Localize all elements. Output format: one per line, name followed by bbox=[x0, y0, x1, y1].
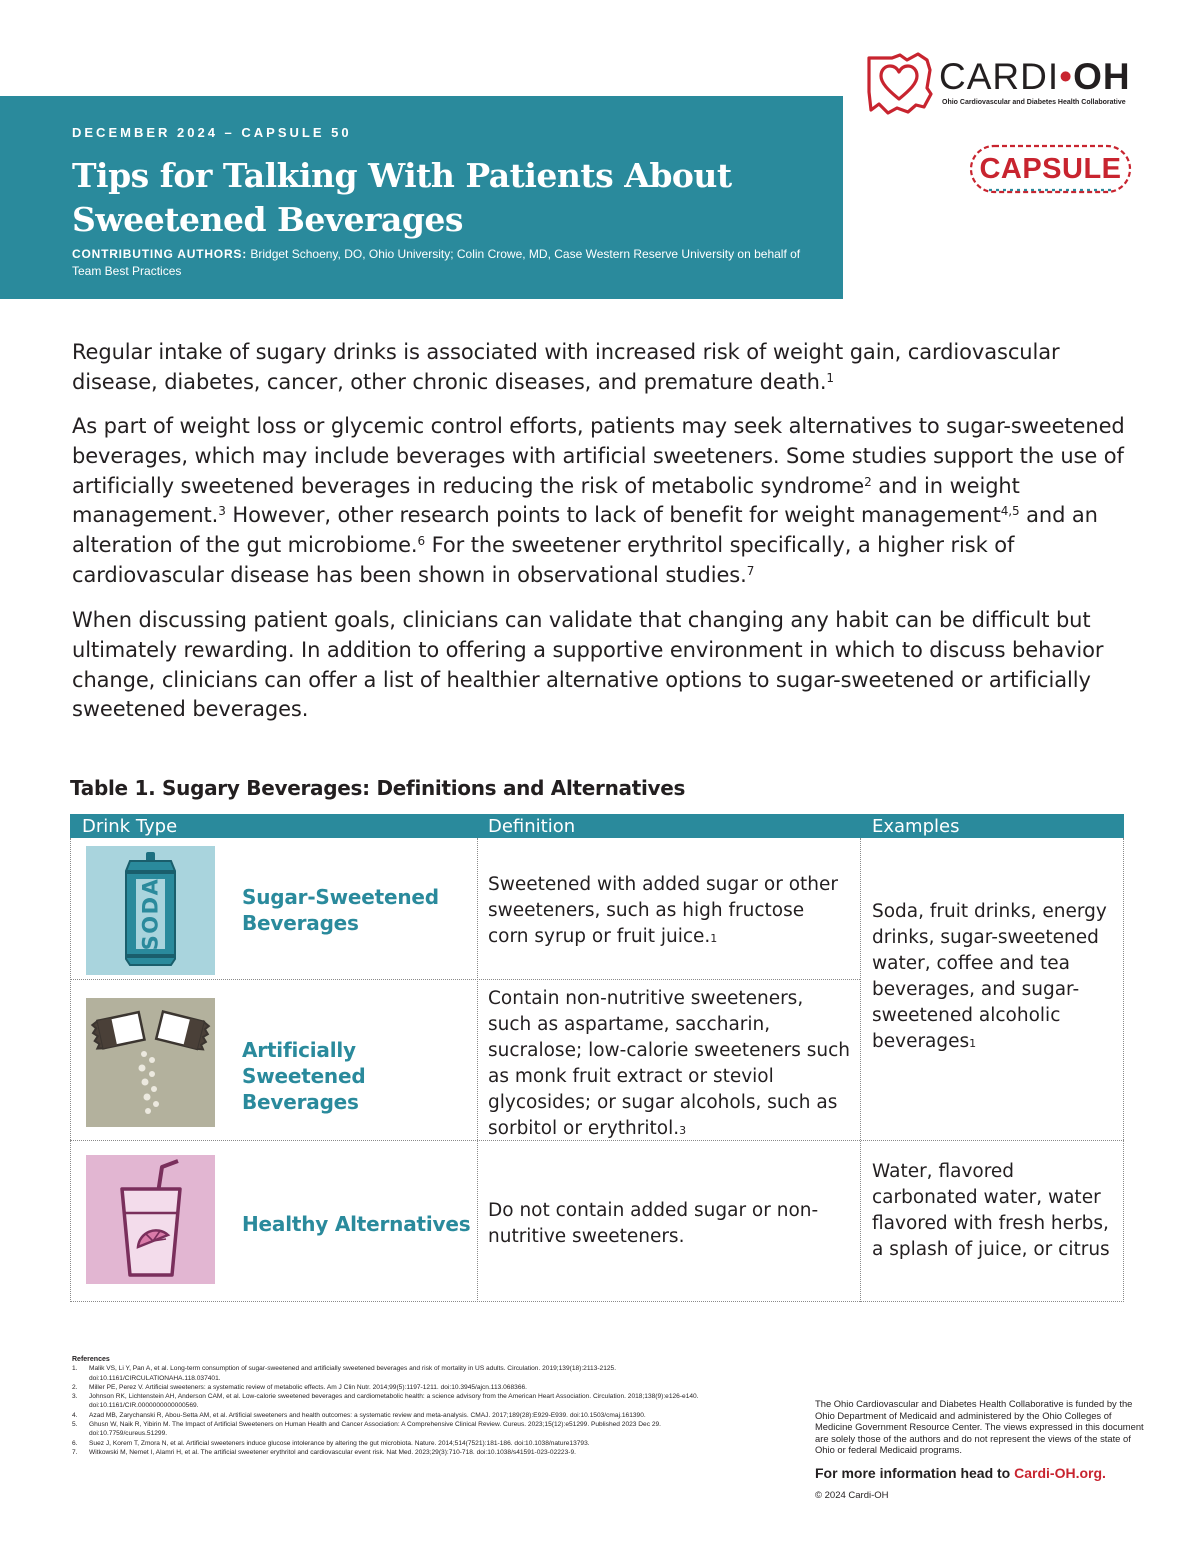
citation-ref: 3 bbox=[679, 1124, 687, 1137]
sweetener-packets-icon bbox=[86, 998, 215, 1127]
drink-type-sugar-sweetened: Sugar-Sweetened Beverages bbox=[242, 885, 439, 935]
reference-number: 7. bbox=[72, 1448, 78, 1456]
definition-healthy-alternatives: Do not contain added sugar or non-nutritive sweeteners. bbox=[488, 1200, 819, 1247]
drink-type-artificially-sweetened: Artificially Sweetened Beverages bbox=[242, 1038, 366, 1114]
examples-sugary-and-artificial bbox=[872, 899, 1117, 1055]
p2-text-e: For the sweetener erythritol specifically, a higher risk of cardiovascular disease has been shown in observational studies. bbox=[72, 533, 1015, 587]
brand-name-part-2: OH bbox=[1073, 56, 1131, 97]
brand-dot: • bbox=[1059, 56, 1074, 97]
reference-item bbox=[72, 1364, 732, 1383]
brand-name-part-1: CARDI bbox=[939, 56, 1060, 97]
citation-ref: 1 bbox=[969, 1037, 977, 1050]
examples-text: Soda, fruit drinks, energy drinks, sugar-sweetened water, coffee and tea beverages, and sugar-sweetened alcoholic beverages bbox=[872, 901, 1107, 1052]
p2-text-b: and in weight management. bbox=[72, 473, 1020, 528]
column-header-definition: Definition bbox=[488, 816, 576, 837]
soda-can-label: SODA bbox=[138, 877, 163, 951]
reference-text: Ghusn W, Naik R, Yibirin M. The Impact of Artificial Sweeteners on Human Health and Cancer Association: A Comprehensive Clinical Review. Cureus. 2023;15(12):e51299. Published 2023 Dec 29. doi:10.7759/cureus.51299. bbox=[89, 1421, 662, 1438]
definition-text: Contain non-nutritive sweeteners, such as aspartame, saccharin, sucralose; low-calorie sweeteners such as monk fruit extract or steviol glycosides; or sugar alcohols, such as sorbitol or erythritol. bbox=[488, 988, 850, 1139]
glass-with-straw-icon bbox=[86, 1155, 215, 1284]
p1-text: Regular intake of sugary drinks is associated with increased risk of weight gain, cardiovascular disease, diabetes, cancer, other chronic diseases, and premature death. bbox=[72, 340, 1060, 394]
citation-ref: 6 bbox=[417, 534, 426, 549]
references-section bbox=[72, 1355, 732, 1457]
definition-sugar-sweetened bbox=[488, 872, 848, 950]
soda-can-icon bbox=[86, 846, 215, 975]
reference-item bbox=[72, 1411, 732, 1420]
funding-statement: The Ohio Cardiovascular and Diabetes Health Collaborative is funded by the Ohio Department of Medicaid and administered by the Ohio Colleges of Medicine Government Resource Center. The views expressed in this document are solely those of the authors and do not represent the views of the state of Ohio or federal Medicaid programs. bbox=[815, 1398, 1144, 1455]
reference-number: 6. bbox=[72, 1439, 78, 1447]
website-link[interactable]: Cardi-OH.org. bbox=[1014, 1465, 1106, 1481]
reference-text: Azad MB, Zarychanski R, Abou-Setta AM, et al. Artificial sweeteners and health outcomes: a systematic review and meta-analysis. CMAJ. 2017;189(28):E929-E939. doi:10.1503/cmaj.161390. bbox=[89, 1411, 646, 1419]
reference-text: Johnson RK, Lichtenstein AH, Anderson CAM, et al. Low-calorie sweetened beverages and cardiometabolic health: a science advisory from the American Heart Association. Circulation. 2018;138(9):e126-e140. doi:10.1161/CIR.0000000000000569. bbox=[89, 1393, 699, 1410]
title-line-2: Sweetened Beverages bbox=[72, 200, 463, 239]
capsule-badge: CAPSULE bbox=[979, 153, 1122, 185]
reference-item bbox=[72, 1448, 732, 1457]
issue-kicker: DECEMBER 2024 – CAPSULE 50 bbox=[72, 125, 352, 140]
reference-text: Witkowski M, Nemet I, Alamri H, et al. The artificial sweetener erythritol and cardiovascular event risk. Nat Med. 2023;29(3):710-718. doi:10.1038/s41591-023-02223-9. bbox=[89, 1448, 576, 1456]
reference-item bbox=[72, 1392, 732, 1411]
table-title: Table 1. Sugary Beverages: Definitions and Alternatives bbox=[70, 776, 686, 800]
p2-text-a: As part of weight loss or glycemic control efforts, patients may seek alternatives to sugar-sweetened beverages, which may include beverages with artificial sweeteners. Some studies support the use of artificially sweetened beverages in reducing the risk of metabolic syndrome bbox=[72, 414, 1125, 498]
column-header-drink-type: Drink Type bbox=[82, 816, 178, 837]
citation-ref: 3 bbox=[218, 504, 226, 519]
column-divider bbox=[477, 838, 478, 1302]
reference-item bbox=[72, 1383, 732, 1392]
examples-healthy-alternatives: Water, flavored carbonated water, water flavored with fresh herbs, a splash of juice, or citrus bbox=[872, 1161, 1110, 1260]
title-line-1: Tips for Talking With Patients About bbox=[72, 156, 732, 195]
intro-paragraph-1 bbox=[72, 338, 1132, 398]
reference-number: 2. bbox=[72, 1383, 78, 1391]
more-info-line bbox=[815, 1465, 1106, 1481]
authors-text: Bridget Schoeny, DO, Ohio University; Colin Crowe, MD, Case Western Reserve University on behalf of Team Best Practices bbox=[72, 247, 801, 278]
brand-tagline: Ohio Cardiovascular and Diabetes Health Collaborative bbox=[942, 99, 1126, 106]
references-list bbox=[72, 1364, 732, 1457]
column-divider bbox=[860, 838, 861, 1302]
references-heading: References bbox=[72, 1356, 110, 1363]
more-info-text: For more information head to bbox=[815, 1465, 1015, 1481]
reference-text: Suez J, Korem T, Zmora N, et al. Artificial sweeteners induce glucose intolerance by altering the gut microbiota. Nature. 2014;514(7521):181-186. doi:10.1038/nature13793. bbox=[89, 1439, 590, 1447]
p2-text-c: However, other research points to lack of benefit for weight management bbox=[225, 503, 1001, 528]
reference-number: 5. bbox=[72, 1421, 78, 1429]
citation-ref: 1 bbox=[710, 932, 718, 945]
copyright: © 2024 Cardi-OH bbox=[815, 1490, 889, 1501]
intro-paragraph-2 bbox=[72, 412, 1132, 591]
definition-artificially-sweetened bbox=[488, 986, 852, 1142]
p2-text-d: and an alteration of the gut microbiome. bbox=[72, 503, 1098, 558]
citation-ref: 7 bbox=[746, 563, 755, 578]
column-header-examples: Examples bbox=[872, 816, 960, 837]
reference-item bbox=[72, 1420, 732, 1439]
intro-paragraph-3: When discussing patient goals, clinicians can validate that changing any habit can be difficult but ultimately rewarding. In addition to offering a supportive environment in which to discuss behavior change, clinicians can offer a list of healthier alternative options to sugar-sweetened or artificially sweetened beverages. bbox=[72, 608, 1104, 722]
row-divider bbox=[70, 979, 860, 980]
reference-number: 4. bbox=[72, 1411, 78, 1419]
reference-text: Miller PE, Perez V. Artificial sweeteners: a systematic review of metabolic effects. Am J Clin Nutr. 2014;99(5):1197-1211. doi:10.3945/ajcn.113.068366. bbox=[89, 1383, 527, 1391]
citation-ref: 1 bbox=[826, 370, 834, 385]
brand-wordmark bbox=[939, 56, 1131, 98]
drink-type-healthy-alternatives: Healthy Alternatives bbox=[242, 1212, 471, 1236]
citation-ref: 2 bbox=[864, 474, 872, 489]
reference-number: 3. bbox=[72, 1393, 78, 1401]
reference-item bbox=[72, 1439, 732, 1448]
definition-text: Sweetened with added sugar or other sweeteners, such as high fructose corn syrup or fruit juice. bbox=[488, 874, 838, 947]
table-header-row bbox=[70, 814, 1124, 838]
reference-number: 1. bbox=[72, 1365, 78, 1373]
citation-ref: 4,5 bbox=[1000, 504, 1020, 519]
authors-label: CONTRIBUTING AUTHORS: bbox=[72, 247, 248, 261]
page-title bbox=[72, 154, 832, 242]
contributing-authors bbox=[72, 246, 812, 280]
reference-text: Malik VS, Li Y, Pan A, et al. Long-term consumption of sugar-sweetened and artificially sweetened beverages and risk of mortality in US adults. Circulation. 2019;139(18):2113-2125. doi:10.1161/CIRCULATIONAHA.118.037401. bbox=[89, 1365, 617, 1382]
